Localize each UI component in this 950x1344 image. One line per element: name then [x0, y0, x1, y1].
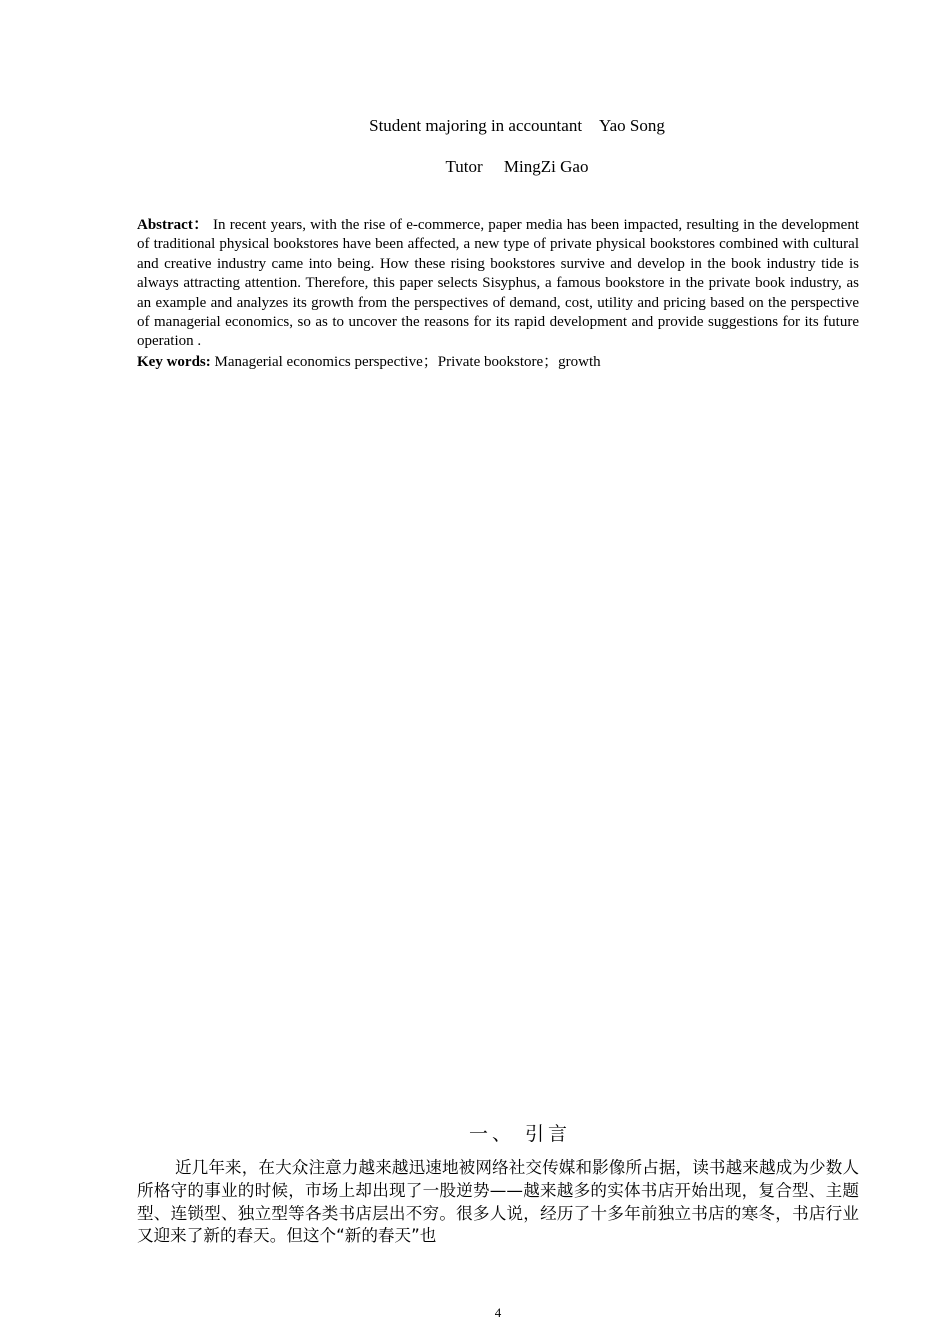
keywords-text: Managerial economics perspective；Private bookstore；growth	[214, 354, 601, 370]
keywords-block	[137, 353, 859, 372]
abstract-block	[137, 216, 859, 352]
tutor-line: Tutor MingZi Gao	[445, 157, 589, 176]
keywords-label: Key words:	[137, 354, 211, 370]
page-number: 4	[494, 1305, 502, 1320]
abstract-text: In recent years, with the rise of e-commerce, paper media has been impacted, resulting in the development of traditional physical bookstores have been affected, a new type of private physical bookstores combined with cultural and creative industry came into being. How these rising bookstores survive and develop in the book industry tide is always attracting attention. Therefore, this paper selects Sisyphus, a famous bookstore in the private book industry, as an example and analyzes its growth from the perspectives of demand, cost, utility and pricing based on the perspective of managerial economics, so as to uncover the reasons for its rapid development and provide suggestions for its future operation .	[137, 217, 860, 350]
abstract-label: Abstract：	[137, 217, 209, 233]
student-line: Student majoring in accountant Yao Song	[369, 116, 665, 135]
intro-paragraph: 近几年来，在大众注意力越来越迅速地被网络社交传媒和影像所占据，读书越来越成为少数人所格守的事业的时候，市场上却出现了一股逆势——越来越多的实体书店开始出现，复合型、主题型、连锁型、独立型等各类书店层出不穷。很多人说，经历了十多年前独立书店的寒冬，书店行业又迎来了新的春天。但这个“新的春天”也	[137, 1158, 859, 1246]
section-heading: 一、 引言	[468, 1123, 572, 1145]
